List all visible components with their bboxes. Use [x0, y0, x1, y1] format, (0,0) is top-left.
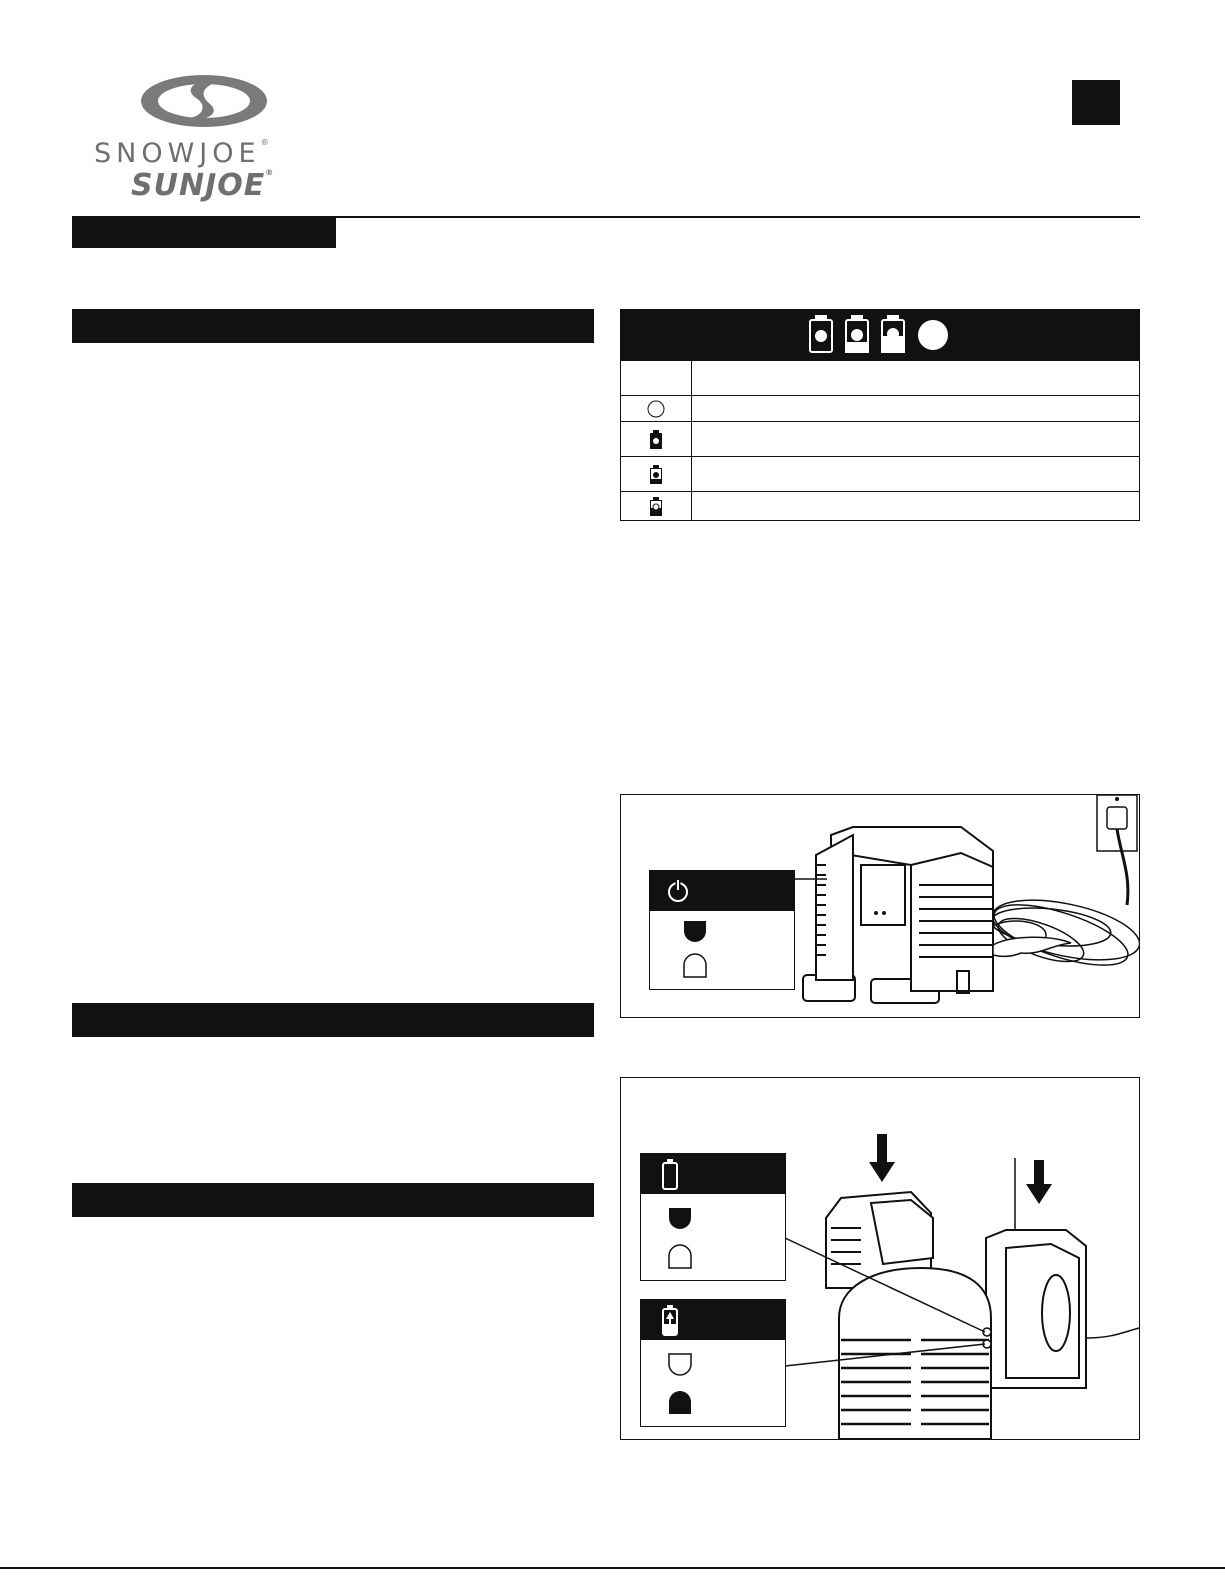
section-heading-bar-1	[72, 309, 594, 343]
brand-logo	[138, 72, 270, 130]
logo-swoosh-icon	[138, 72, 270, 130]
indicator-row-level-1	[621, 421, 1139, 457]
battery-level-2-icon	[621, 457, 691, 492]
battery-level-3-icon	[621, 492, 691, 521]
indicator-table-header	[621, 310, 1139, 360]
battery-icon	[657, 1154, 687, 1194]
led-off-icon	[684, 954, 706, 977]
indicator-row-level-3	[621, 491, 1139, 521]
led-off-icon	[669, 1354, 691, 1375]
battery-charging-icon	[657, 1300, 687, 1340]
battery-led-states	[665, 1204, 695, 1278]
indicator-row-level-2	[621, 456, 1139, 492]
led-on-icon	[669, 1391, 691, 1414]
language-tab-block	[1072, 80, 1120, 125]
indicator-table	[620, 309, 1140, 521]
charging-led-legend	[640, 1299, 786, 1427]
battery-led-legend	[640, 1153, 786, 1281]
figure-battery-charging	[620, 1077, 1140, 1440]
battery-level-1-icon	[810, 316, 832, 352]
section-heading-bar-3	[72, 1183, 594, 1217]
footer-rule	[0, 1567, 1225, 1569]
indicator-row-0	[621, 360, 1139, 396]
battery-level-3-icon	[882, 316, 904, 352]
led-off-icon	[669, 1245, 691, 1268]
indicator-header-icons	[621, 310, 1141, 360]
figure-charger-plug-in	[620, 794, 1140, 1018]
section-heading-bar-2	[72, 1003, 594, 1037]
indicator-circle-icon	[918, 320, 948, 350]
battery-level-1-icon	[621, 422, 691, 457]
empty-circle-icon	[621, 396, 691, 422]
led-on-icon	[669, 1208, 691, 1229]
brand-line-1: SNOWJOE®	[94, 138, 269, 169]
led-states	[680, 917, 710, 987]
power-icon	[660, 871, 700, 911]
charging-led-states	[665, 1350, 695, 1424]
power-led-legend	[649, 870, 795, 990]
brand-line-2: SUNJOE®	[131, 168, 274, 203]
led-on-icon	[684, 921, 706, 942]
battery-level-2-icon	[846, 316, 868, 352]
section-tab	[72, 218, 336, 248]
indicator-row-off	[621, 395, 1139, 422]
